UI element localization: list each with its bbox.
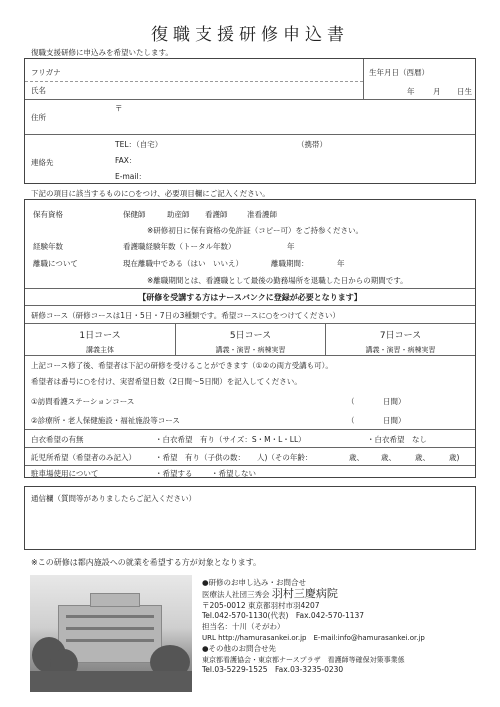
fax-label: FAX： [115,156,137,165]
parking-no-option[interactable]: ・希望しない [211,469,256,478]
org-prefix: 医療法人社団三秀会 [202,589,270,599]
comments-field[interactable] [29,505,471,547]
parking-yes-option[interactable]: ・希望する [155,469,193,478]
leave-label: 離職について [33,259,78,268]
tel-home-field[interactable] [175,137,293,149]
email-label: E-mail： [115,172,147,181]
childcare-age-2[interactable]: 歳、 [381,453,396,462]
birth-label: 生年月日（西暦） [369,68,429,77]
contact-person: 担当名：十川（そがわ） [202,622,285,632]
experience-field[interactable] [255,239,285,251]
footer-note: ※この研修は都内施設への就業を希望する方が対象となります。 [31,558,262,567]
extra-course-visit[interactable]: ①訪問看護ステーションコース [31,397,135,406]
course-5day-name: 5日コース [229,331,272,341]
leave-period-label: 離職期間： [271,259,309,268]
experience-text: 看護職経験年数（トータル年数） [123,242,236,251]
qualification-note: ※研修初日に保有資格の免許証（コピー可）をご持参ください。 [147,226,363,235]
hospital-address: 〒205-0012 東京都羽村市羽4207 [202,600,320,610]
childcare-age-1[interactable]: 歳、 [349,453,364,462]
extra-course-visit-unit: 日間） [383,397,406,406]
course-7day-desc: 講義・演習・病棟実習 [365,346,436,354]
instructions-text: 下記の項目に該当するものに○をつけ、必要項目欄にご記入ください。 [31,189,270,198]
comments-section [24,486,476,550]
extra-course-clinic-unit: 日間） [383,416,406,425]
extra-course-clinic-days-field[interactable] [355,413,381,425]
birth-year-unit: 年 [407,87,415,96]
page-title: 復職支援研修申込書 [151,25,349,45]
course-intro: 研修コース（研修コースは1日・5日・7日の3種類です。希望コースに○をつけてください） [31,311,340,320]
course-1day[interactable] [25,324,175,355]
course-7day-name: 7日コース [379,331,422,341]
applicant-section [24,58,476,184]
other-tel: Tel.03-5229-1525 Fax.03-3235-0230 [202,665,344,675]
name-field[interactable] [65,63,355,95]
extra-course-clinic[interactable]: ②診療所・老人保健施設・福祉施設等コース [31,416,180,425]
qualification-option-midwife[interactable]: 助産師 [167,210,190,219]
contact-head-2: ●その他のお問合せ先 [202,643,277,653]
childcare-count-unit: 人)（その年齢： [257,453,313,462]
hospital-name: 羽村三慶病院 [271,586,338,600]
childcare-age-3[interactable]: 歳、 [415,453,430,462]
hospital-web[interactable]: URL http://hamurasankei.or.jp E-mail:info@hamurasankei.or.jp [202,633,425,642]
birth-day-unit: 日生 [457,87,472,96]
intro-text: 復職支援研修に申込みを希望いたします。 [31,48,173,57]
extra-course-clinic-paren: （ [347,416,355,425]
details-section [24,199,476,478]
leave-note: ※離職期間とは、看護職として最後の勤務場所を退職した日からの期間です。 [147,276,408,285]
course-7day[interactable] [326,324,475,355]
contact-label: 連絡先 [31,158,54,167]
childcare-yes-option[interactable]: ・希望 有り（子供の数： [155,453,245,462]
other-org: 東京都看護協会・東京都ナースプラザ 看護師等確保対策事業係 [202,655,405,664]
tel-home-label: TEL：（自宅） [115,140,163,149]
experience-label: 経験年数 [33,242,63,251]
qualification-option-phn[interactable]: 保健師 [123,210,146,219]
tel-mobile-label: （携帯） [297,140,327,149]
contact-info [202,578,492,676]
hospital-tel: Tel.042-570-1130(代表) Fax.042-570-1137 [202,611,365,621]
address-label: 住所 [31,113,46,122]
furigana-label: フリガナ [31,68,61,77]
leave-period-unit: 年 [337,259,345,268]
comments-label: 通信欄（質問等がありましたらご記入ください） [31,494,196,503]
address-field[interactable] [125,102,465,130]
hospital-photo [30,575,192,692]
birthdate-field[interactable] [367,77,471,95]
after-course-note: 上記コース修了後、希望者は下記の研修を受けることができます（①②の両方受講も可）。 [31,361,333,370]
fax-field[interactable] [145,153,345,165]
childcare-label: 託児所希望（希望者のみ記入） [31,453,136,462]
name-label: 氏名 [31,86,46,95]
postal-mark: 〒 [115,104,123,113]
email-field[interactable] [155,169,455,181]
course-1day-name: 1日コース [79,331,121,341]
childcare-count-field[interactable] [237,450,257,462]
course-5day[interactable] [176,324,325,355]
contact-head-1: ●研修のお申し込み・お問合せ [202,578,307,587]
uniform-label: 白衣希望の有無 [31,435,84,444]
qualification-option-assistant-nurse[interactable]: 准看護師 [247,210,277,219]
uniform-yes-option[interactable]: ・白衣希望 有り（サイズ：S・M・L・LL） [155,435,306,444]
leave-period-field[interactable] [309,256,335,268]
course-5day-desc: 講義・演習・病棟実習 [215,346,286,354]
tel-mobile-field[interactable] [335,137,465,149]
course-1day-desc: 講義主体 [86,346,114,354]
qualification-option-nurse[interactable]: 看護師 [205,210,228,219]
nurse-bank-notice: 【研修を受講する方はナースバンクに登録が必要となります】 [138,293,362,302]
uniform-no-option[interactable]: ・白衣希望 なし [367,435,427,444]
leave-status[interactable]: 現在離職中である（はい いいえ） [123,259,243,268]
birth-month-unit: 月 [433,87,441,96]
priority-note: 希望者は番号に○を付け、実習希望日数（2日間〜5日間）を記入してください。 [31,377,302,386]
qualification-label: 保有資格 [33,210,63,219]
extra-course-visit-days-field[interactable] [355,394,381,406]
extra-course-visit-paren: （ [347,397,355,406]
experience-unit: 年 [287,242,295,251]
parking-label: 駐車場使用について [31,469,99,478]
childcare-age-4[interactable]: 歳) [449,453,460,462]
